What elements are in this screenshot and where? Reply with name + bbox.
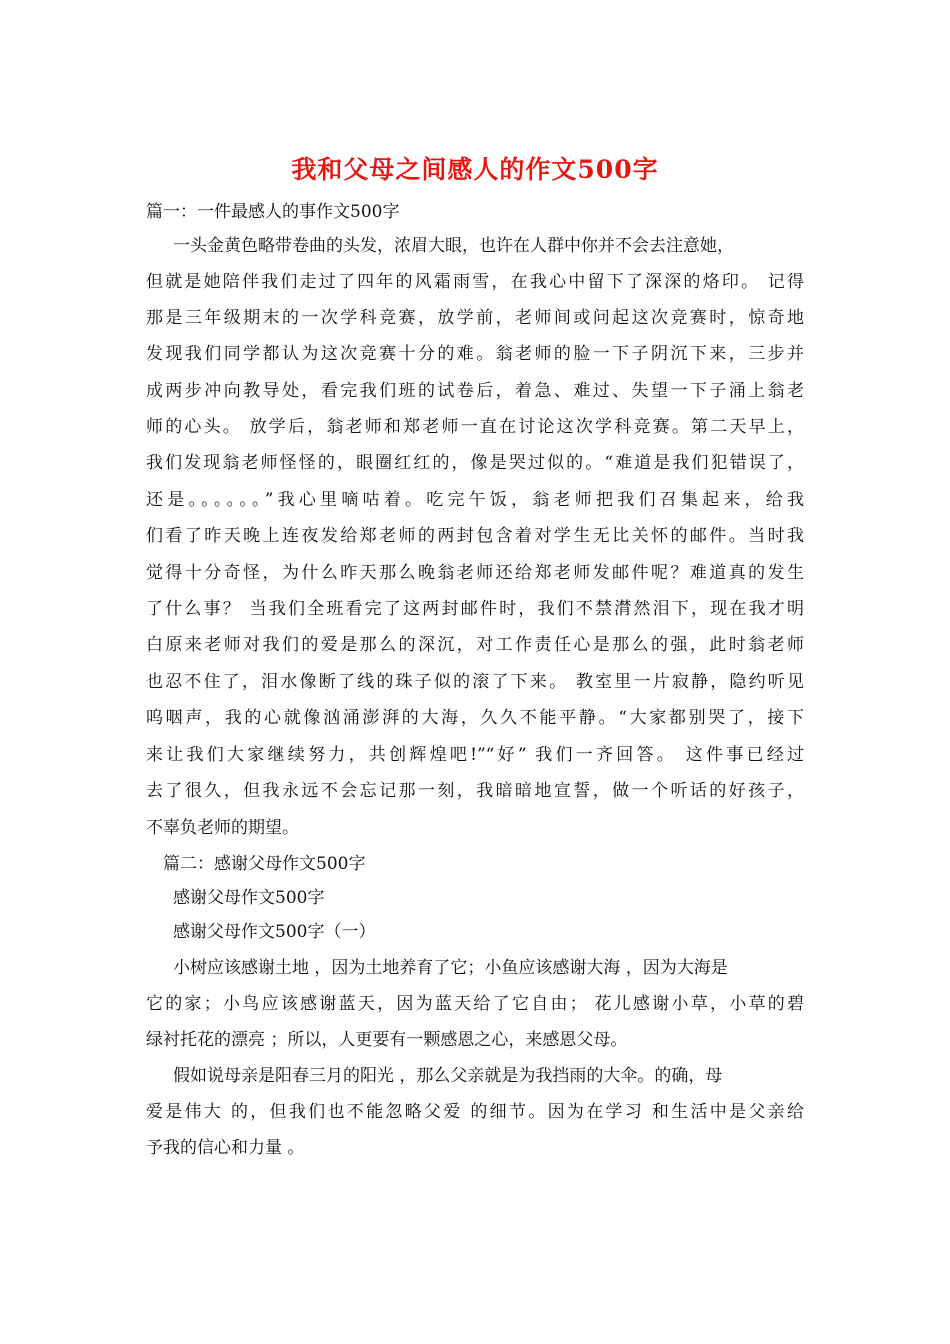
document-title: 我和父母之间感人的作文500字 (291, 155, 659, 184)
section1-line: 也忍不住了，泪水像断了线的珠子似的滚了下来。 教室里一片寂静，隐约听见 (146, 672, 804, 692)
section1-line: 还是。。。。。。”我心里嘀咕着。吃完午饭，翁老师把我们召集起来，给我 (146, 490, 804, 510)
section1-line: 但就是她陪伴我们走过了四年的风霜雨雪，在我心中留下了深深的烙印。 记得 (146, 272, 804, 292)
section1-line: 去了很久，但我永远不会忘记那一刻，我暗暗地宣誓，做一个听话的好孩子， (146, 781, 804, 801)
section2-para2-line: 予我的信心和力量 。 (146, 1138, 305, 1158)
section1-line: 呜咽声，我的心就像汹涌澎湃的大海，久久不能平静。“大家都别哭了，接下 (146, 708, 804, 728)
section1-line: 成两步冲向教导处，看完我们班的试卷后，着急、难过、失望一下子涌上翁老 (146, 381, 804, 401)
section1-line: 们看了昨天晚上连夜发给郑老师的两封包含着对学生无比关怀的邮件。当时我 (146, 526, 804, 546)
section1-line: 觉得十分奇怪，为什么昨天那么晚翁老师还给郑老师发邮件呢？难道真的发生 (146, 563, 804, 583)
section1-line: 师的心头。 放学后，翁老师和郑老师一直在讨论这次学科竞赛。第二天早上， (146, 417, 804, 437)
section1-line: 来让我们大家继续努力，共创辉煌吧!”“好” 我们一齐回答。 这件事已经过 (146, 745, 804, 765)
section2-heading: 篇二：感谢父母作文500字 (163, 854, 366, 874)
section2-para1-line: 绿衬托花的漂亮 ；所以，人更要有一颗感恩之心，来感恩父母。 (146, 1030, 628, 1050)
section1-line: 白原来老师对我们的爱是那么的深沉，对工作责任心是那么的强，此时翁老师 (146, 635, 804, 655)
section2-para1-line: 它的家；小鸟应该感谢蓝天，因为蓝天给了它自由； 花儿感谢小草，小草的碧 (146, 994, 804, 1014)
section2-para1-line: 小树应该感谢土地 ，因为土地养育了它；小鱼应该感谢大海 ，因为大海是 (173, 958, 728, 978)
section1-line: 那是三年级期末的一次学科竞赛，放学前，老师间或问起这次竞赛时，惊奇地 (146, 308, 804, 328)
section1-line: 一头金黄色略带卷曲的头发，浓眉大眼，也许在人群中你并不会去注意她， (173, 236, 734, 256)
section1-line: 不辜负老师的期望。 (146, 818, 299, 838)
section2-para2-line: 爱是伟大 的，但我们也不能忽略父爱 的细节。因为在学习 和生活中是父亲给 (146, 1102, 804, 1122)
section1-line: 了什么事？ 当我们全班看完了这两封邮件时，我们不禁潸然泪下，现在我才明 (146, 599, 804, 619)
section1-line: 我们发现翁老师怪怪的，眼圈红红的，像是哭过似的。“难道是我们犯错误了， (146, 453, 804, 473)
section1-heading: 篇一：一件最感人的事作文500字 (146, 202, 400, 222)
section2-subheading: 感谢父母作文500字 (173, 888, 325, 908)
section2-para2-line: 假如说母亲是阳春三月的阳光 ，那么父亲就是为我挡雨的大伞。的确，母 (173, 1066, 723, 1086)
section2-subheading: 感谢父母作文500字（一） (173, 922, 376, 942)
section1-line: 发现我们同学都认为这次竞赛十分的难。翁老师的脸一下子阴沉下来，三步并 (146, 344, 804, 364)
